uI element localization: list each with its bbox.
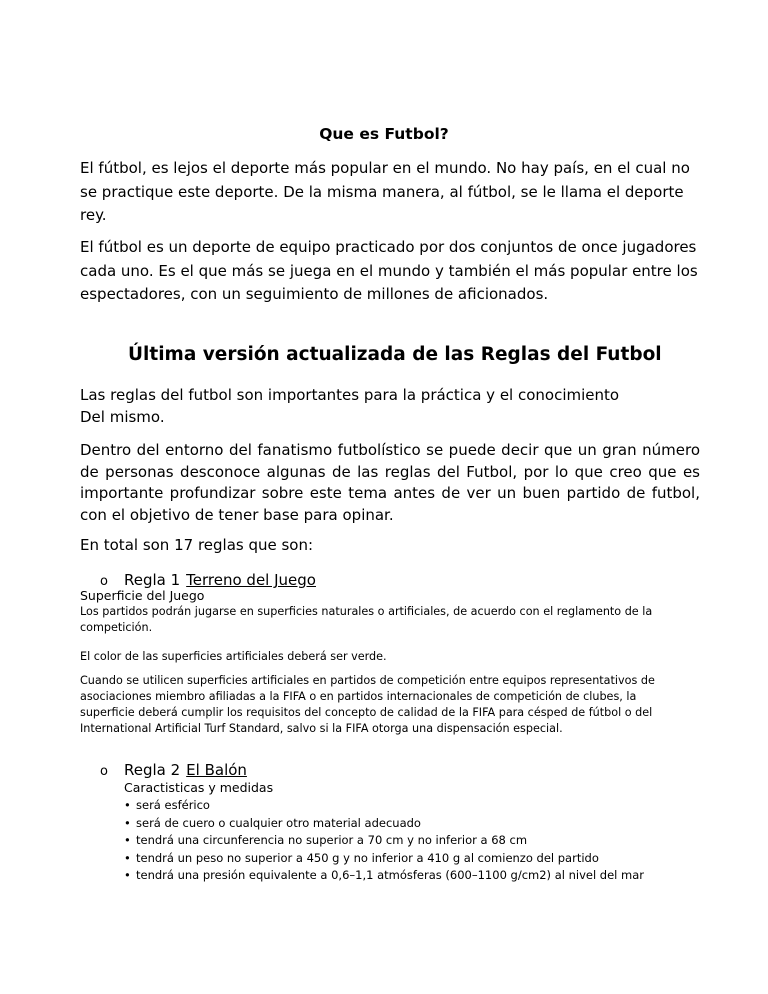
rules-context-paragraph: Dentro del entorno del fanatismo futbolístico se puede decir que un gran número de personas desconoce algunas de las reglas del Futbol, por lo que creo que es importante profundizar sobre este tema antes de ver un buen partido de futbol, con el objetivo de tener base para opinar. bbox=[80, 441, 700, 524]
bullet-icon: • bbox=[124, 798, 131, 812]
rule-2-feature-list bbox=[124, 797, 724, 885]
rule-1-link[interactable]: Terreno del Juego bbox=[186, 571, 316, 589]
list-item: • tendrá una circunferencia no superior a 70 cm y no inferior a 68 cm bbox=[124, 832, 724, 850]
rule-1-subtitle: Superficie del Juego bbox=[80, 588, 205, 603]
rule-1-paragraph-3: Cuando se utilicen superficies artificiales en partidos de competición entre equipos representativos de asociaciones miembro afiliadas a la FIFA o en partidos internacionales de competición de clubes, la superficie deberá cumplir los requisitos del concepto de calidad de la FIFA para césped de fútbol o del International Artificial Turf Standard, salvo si la FIFA otorga una dispensación especial. bbox=[80, 674, 655, 735]
section-heading: Última versión actualizada de las Reglas del Futbol bbox=[128, 344, 662, 365]
hollow-bullet-icon: o bbox=[100, 764, 108, 779]
rules-count-line: En total son 17 reglas que son: bbox=[80, 536, 314, 554]
page-title: Que es Futbol? bbox=[319, 125, 449, 143]
rule-1-prefix: Regla 1 bbox=[124, 571, 181, 589]
rule-2-link[interactable]: El Balón bbox=[186, 761, 247, 779]
rule-2-subtitle: Caractisticas y medidas bbox=[124, 780, 274, 795]
bullet-icon: • bbox=[124, 833, 131, 847]
list-item: • será esférico bbox=[124, 797, 724, 815]
rule-2-prefix: Regla 2 bbox=[124, 761, 181, 779]
list-item: • será de cuero o cualquier otro material adecuado bbox=[124, 815, 724, 833]
bullet-icon: • bbox=[124, 815, 131, 830]
hollow-bullet-icon: o bbox=[100, 574, 108, 589]
list-item: • tendrá una presión equivalente a 0,6–1,1 atmósferas (600–1100 g/cm2) al nivel del mar bbox=[124, 867, 724, 885]
rule-1-paragraph-1: Los partidos podrán jugarse en superficies naturales o artificiales, de acuerdo con el reglamento de la competición. bbox=[80, 605, 653, 634]
rules-intro-paragraph: Las reglas del futbol son importantes para la práctica y el conocimiento Del mismo. bbox=[80, 386, 620, 426]
intro-paragraph-2: El fútbol es un deporte de equipo practicado por dos conjuntos de once jugadores cada uno. Es el que más se juega en el mundo y también el más popular entre los espectadores, con un seguimiento de millones de aficionados. bbox=[80, 238, 698, 303]
rule-2-heading bbox=[100, 760, 247, 782]
intro-paragraph-1: El fútbol, es lejos el deporte más popular en el mundo. No hay país, en el cual no se practique este deporte. De la misma manera, al fútbol, se le llama el deporte rey. bbox=[80, 159, 690, 224]
bullet-icon: • bbox=[124, 868, 131, 882]
list-item: • tendrá un peso no superior a 450 g y no inferior a 410 g al comienzo del partido bbox=[124, 850, 724, 868]
bullet-icon: • bbox=[124, 850, 131, 865]
rule-1-paragraph-2: El color de las superficies artificiales deberá ser verde. bbox=[80, 650, 387, 663]
